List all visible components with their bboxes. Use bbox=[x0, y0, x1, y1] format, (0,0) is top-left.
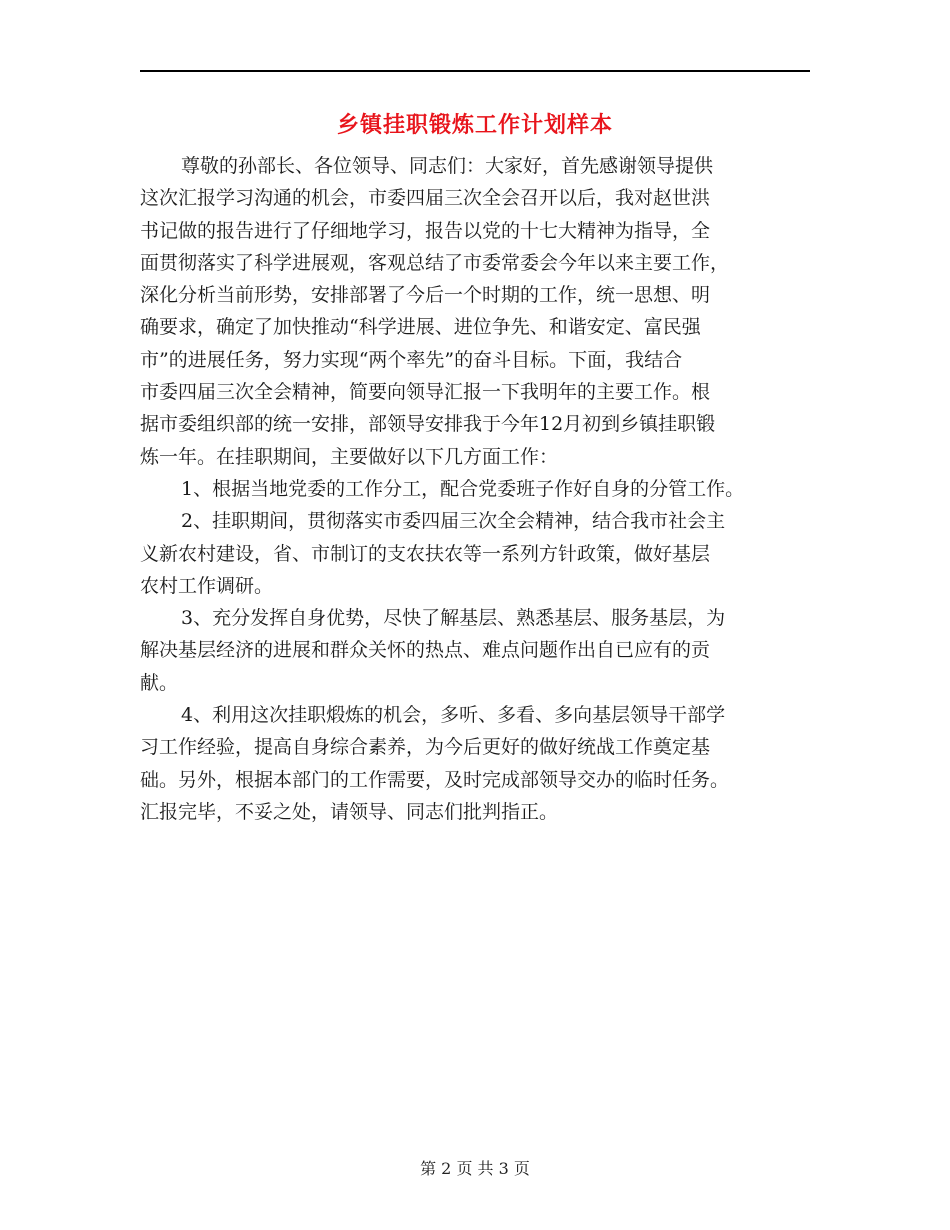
body-line: 市委四届三次全会精神，简要向领导汇报一下我明年的主要工作。根 bbox=[140, 381, 711, 404]
page-number: 第 2 页 共 3 页 bbox=[420, 1159, 530, 1178]
body-line: 市”的进展任务，努力实现“两个率先”的奋斗目标。下面，我结合 bbox=[140, 348, 683, 371]
body-line: 尊敬的孙部长、各位领导、同志们：大家好，首先感谢领导提供 bbox=[181, 155, 714, 177]
body-line: 2、挂职期间，贯彻落实市委四届三次全会精神，结合我市社会主 bbox=[181, 510, 726, 533]
header-rule bbox=[140, 70, 810, 72]
body-line: 4、利用这次挂职煅炼的机会，多听、多看、多向基层领导干部学 bbox=[181, 704, 726, 727]
document-title: 乡镇挂职锻炼工作计划样本 bbox=[336, 112, 613, 138]
body-line: 确要求，确定了加快推动“科学进展、进位争先、和谐安定、富民强 bbox=[140, 316, 701, 339]
body-line: 书记做的报告进行了仔细地学习，报告以党的十七大精神为指导，全 bbox=[140, 219, 711, 242]
body-line: 3、充分发挥自身优势，尽快了解基层、熟悉基层、服务基层，为 bbox=[181, 607, 726, 630]
body-line: 献。 bbox=[140, 671, 179, 694]
body-line: 深化分析当前形势，安排部署了今后一个时期的工作，统一思想、明 bbox=[140, 284, 711, 307]
body-line: 农村工作调研。 bbox=[140, 574, 274, 597]
body-line: 础。另外，根据本部门的工作需要，及时完成部领导交办的临时任务。 bbox=[140, 768, 730, 791]
body-line: 这次汇报学习沟通的机会，市委四届三次全会召开以后，我对赵世洪 bbox=[140, 187, 711, 210]
document-body bbox=[140, 150, 810, 828]
body-line: 面贯彻落实了科学进展观，客观总结了市委常委会今年以来主要工作， bbox=[140, 251, 730, 274]
body-line: 义新农村建设，省、市制订的支农扶农等一系列方针政策，做好基层 bbox=[140, 542, 711, 565]
body-line: 汇报完毕，不妥之处，请领导、同志们批判指正。 bbox=[140, 800, 559, 823]
body-line: 习工作经验，提高自身综合素养，为今后更好的做好统战工作奠定基 bbox=[140, 736, 711, 759]
body-line: 1、根据当地党委的工作分工，配合党委班子作好自身的分管工作。 bbox=[181, 477, 745, 500]
body-line: 解决基层经济的进展和群众关怀的热点、难点问题作出自已应有的贡 bbox=[140, 639, 711, 662]
body-line: 据市委组织部的统一安排，部领导安排我于今年12月初到乡镇挂职锻 bbox=[140, 413, 716, 436]
body-line: 炼一年。在挂职期间，主要做好以下几方面工作： bbox=[140, 445, 559, 468]
